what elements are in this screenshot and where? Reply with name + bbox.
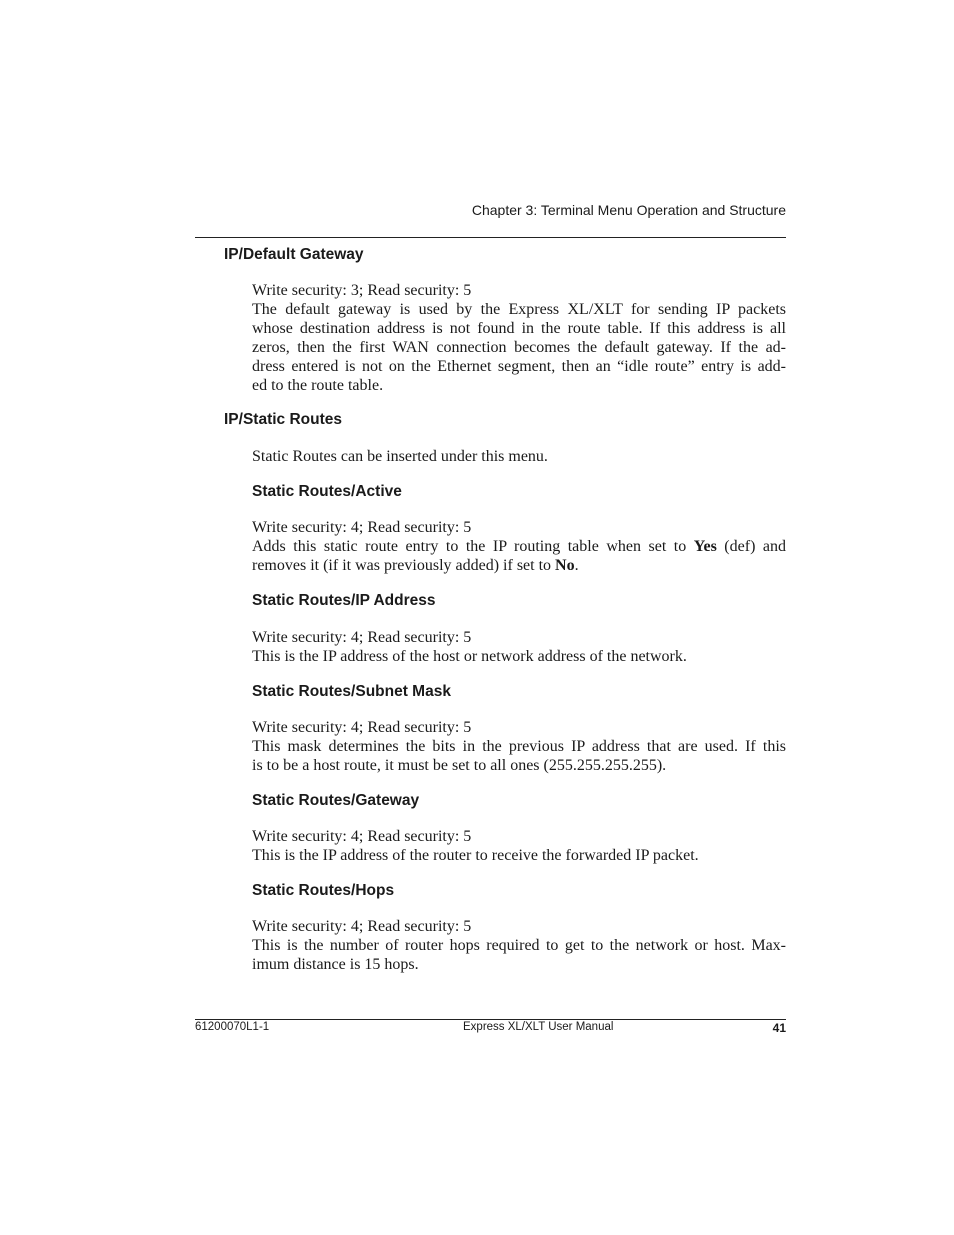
yes-value: Yes <box>693 538 717 555</box>
body-line: This is the number of router hops required to get to the network or host. Max- <box>252 937 786 954</box>
text-run: Adds this static route entry to the IP routing table when set to <box>252 538 694 555</box>
no-value: No <box>555 557 575 574</box>
text-run: . <box>574 557 579 574</box>
body-line: This is the IP address of the host or network address of the network. <box>252 648 687 665</box>
body-line: Static Routes can be inserted under this menu. <box>252 448 548 465</box>
security-line: Write security: 4; Read security: 5 <box>252 828 472 845</box>
chapter-header: Chapter 3: Terminal Menu Operation and Structure <box>471 202 786 218</box>
body-line: This mask determines the bits in the previous IP address that are used. If this <box>252 738 786 755</box>
page-number: 41 <box>772 1021 786 1035</box>
section-heading-static-routes: IP/Static Routes <box>224 411 342 428</box>
security-line: Write security: 4; Read security: 5 <box>252 918 472 935</box>
section-heading-ip-address: Static Routes/IP Address <box>252 592 436 609</box>
body-line: ed to the route table. <box>252 377 384 394</box>
doc-number: 61200070L1-1 <box>195 1021 270 1033</box>
security-line: Write security: 4; Read security: 5 <box>252 519 472 536</box>
manual-title: Express XL/XLT User Manual <box>463 1021 614 1033</box>
section-heading-subnet-mask: Static Routes/Subnet Mask <box>252 683 451 700</box>
body-line: This is the IP address of the router to receive the forwarded IP packet. <box>252 847 699 864</box>
ip-address-body <box>252 628 786 666</box>
footer-rule <box>195 1019 786 1020</box>
active-body <box>252 518 786 575</box>
section-heading-gateway: Static Routes/Gateway <box>252 792 420 809</box>
header-rule <box>195 237 786 238</box>
body-line <box>252 556 786 575</box>
static-routes-body <box>252 447 786 466</box>
hops-body <box>252 917 786 974</box>
text-run: (def) and <box>716 538 786 555</box>
body-line: imum distance is 15 hops. <box>252 956 419 973</box>
default-gateway-body <box>252 281 786 395</box>
body-line: zeros, then the first WAN connection becomes the default gateway. If the ad- <box>252 339 786 356</box>
gateway-body <box>252 827 786 865</box>
section-heading-active: Static Routes/Active <box>252 483 402 500</box>
text-run: removes it (if it was previously added) if set to <box>252 557 556 574</box>
body-line <box>252 537 786 556</box>
security-line: Write security: 4; Read security: 5 <box>252 629 472 646</box>
body-line: whose destination address is not found in the route table. If this address is all <box>252 320 786 337</box>
section-heading-default-gateway: IP/Default Gateway <box>224 246 364 263</box>
security-line: Write security: 3; Read security: 5 <box>252 282 472 299</box>
section-heading-hops: Static Routes/Hops <box>252 882 395 899</box>
security-line: Write security: 4; Read security: 5 <box>252 719 472 736</box>
subnet-mask-body <box>252 718 786 775</box>
body-line: dress entered is not on the Ethernet segment, then an “idle route” entry is add- <box>252 358 786 375</box>
body-line: is to be a host route, it must be set to all ones (255.255.255.255). <box>252 757 667 774</box>
body-line: The default gateway is used by the Express XL/XLT for sending IP packets <box>252 301 786 318</box>
